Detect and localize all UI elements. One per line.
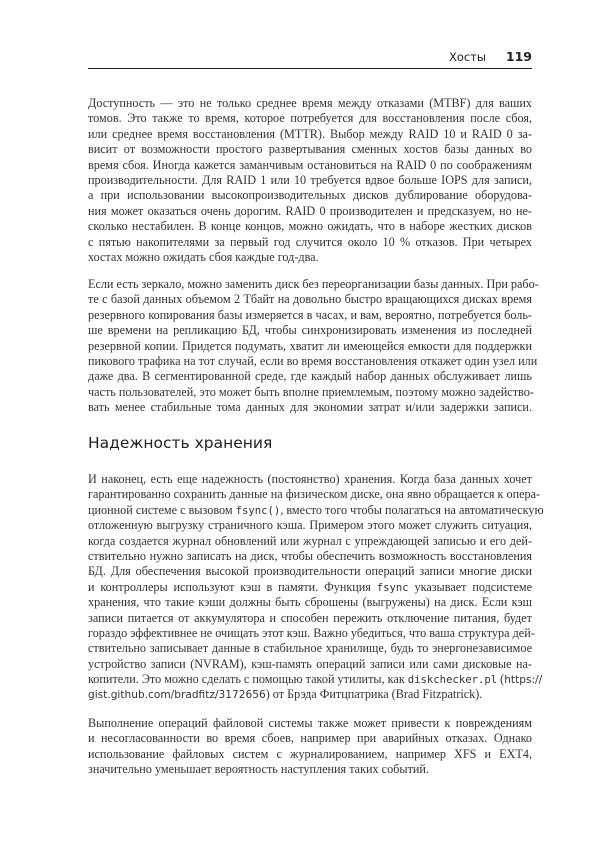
text-segment: копители. Это можно сделать с помощью такой утилиты, как — [88, 672, 408, 687]
text-line — [88, 580, 532, 595]
text-line — [88, 687, 532, 702]
text-line — [88, 672, 543, 687]
text-line: резервной копии. Придется подумать, хватит ли имеющейся емкости для поддержки — [88, 338, 532, 353]
text-line: даже два. В сегментированной среде, где каждый набор данных обслуживает лишь — [88, 369, 532, 384]
text-line: И наконец, есть еще надежность (постоянство) хранения. Когда база данных хочет — [88, 472, 532, 486]
text-line: те с базой данных объемом 2 Тбайт на довольно быстро вращающихся дисках время — [88, 292, 532, 307]
text-line: Выполнение операций файловой системы также может привести к повреждениям — [88, 716, 532, 730]
text-line: ствительно нужно записать на диск, чтобы обеспечить возможность восстановления — [88, 548, 532, 563]
text-line: томов. Это также то время, которое потребуется для восстановления после сбоя, — [88, 111, 532, 126]
text-segment: ционной системе с вызовом — [88, 502, 236, 517]
section-heading: Надежность хранения — [88, 434, 273, 452]
paragraph-mirroring — [88, 277, 539, 416]
text-segment: и контроллеры используют кэш в памяти. Функция — [88, 579, 377, 594]
text-line: резервного копирования базы измеряется в часах, и вам, вероятно, потребуется боль- — [88, 307, 532, 322]
inline-code: fsync — [376, 581, 409, 594]
text-segment: хостах можно ожидать сбоя каждые год-два. — [88, 249, 319, 264]
text-line: устройство записи (NVRAM), кэш-память операций записи или сами дисковые на- — [88, 656, 532, 671]
text-line: отложенную выгрузку страничного кэша. Примером этого может служить ситуация, — [88, 518, 532, 533]
text-line: время сбоя. Иногда кажется заманчивым остановиться на RAID 0 по соображениям — [88, 157, 532, 172]
text-line: производительности. Для RAID 1 или 10 требуется вдвое больше IOPS для записи, — [88, 172, 532, 187]
inline-code: fsync() — [235, 504, 281, 517]
paragraph-availability — [88, 96, 532, 265]
text-line: вать менее стабильные тома данных для экономии затрат и/или задержки записи. — [88, 400, 532, 415]
running-header — [88, 49, 532, 65]
text-line: когда создается журнал обновлений или журнал с упреждающей записью и его дей- — [88, 533, 532, 548]
text-line: с пятью накопителями за первый год случится около 10 % отказов. При четырех — [88, 234, 532, 249]
url-text: gist.github.com/bradfitz/3172656 — [88, 689, 266, 702]
text-line — [88, 502, 544, 518]
paragraph-durability — [88, 472, 544, 703]
text-segment: указывает подсистеме — [408, 579, 532, 594]
text-line: хранения, что такие кэши должны быть сброшены (выгружены) на диск. Если кэш — [88, 595, 532, 610]
text-line: часть пользователей, это может быть вполне приемлемым, поэтому можно задейство- — [88, 384, 534, 399]
inline-code: diskchecker.pl — [407, 674, 498, 687]
text-line: Если есть зеркало, можно заменить диск без переорганизации базы данных. При рабо- — [88, 277, 539, 291]
text-line: ше времени на репликацию БД, чтобы синхронизировать изменения из последней — [88, 323, 532, 338]
text-line: БД. Для обеспечения высокой производительности операций записи многие диски — [88, 564, 532, 579]
text-line: Доступность — это не только среднее время между отказами (MTBF) для ваших — [88, 96, 532, 110]
page-number: 119 — [505, 49, 532, 64]
text-line — [88, 250, 532, 265]
url-text: https:// — [504, 674, 543, 687]
text-line: и несогласованности во время сбоев, например при аварийных отказах. Однако — [88, 731, 532, 746]
text-line: а при использовании высокопроизводительных дисков дублирование оборудова- — [88, 188, 532, 203]
header-rule — [88, 68, 532, 69]
text-line: записи питается от аккумулятора и способен пережить отключение питания, будет — [88, 610, 532, 625]
text-line: использование файловых систем с журналированием, например XFS и EXT4, — [88, 746, 532, 761]
text-line: сколько нестабилен. В конце концов, можно ожидать, что в наборе жестких дисков — [88, 219, 532, 234]
text-line: ния может оказаться очень дорогим. RAID 0 производителен и предсказуем, но не- — [88, 203, 532, 218]
text-line: или среднее время восстановления (MTTR). Выбор между RAID 10 и RAID 0 за- — [88, 126, 532, 141]
paragraph-filesystem — [88, 716, 532, 778]
running-header-section: Хосты — [448, 50, 486, 64]
text-segment: ( — [497, 672, 505, 687]
text-line: висит от возможности простого развертывания сменных хостов базы данных во — [88, 142, 532, 157]
text-line: гораздо эффективнее не очищать этот кэш. Важно убедиться, что ваша структура дей- — [88, 625, 535, 640]
text-line: гарантированно сохранить данные на физическом диске, она явно обращается к опера- — [88, 487, 541, 502]
text-line: ствительно записывает данные в стабильное хранилище, будь то энергонезависимое — [88, 641, 532, 656]
text-line: пикового трафика на тот случай, если во время восстановления откажет один узел или — [88, 353, 538, 368]
text-line — [88, 762, 532, 777]
text-segment: , вместо того чтобы полагаться на автоматическую — [280, 502, 544, 517]
text-segment: значительно уменьшает вероятность наступления таких событий. — [88, 762, 429, 777]
text-segment: ) от Брэда Фитцпатрика (Brad Fitzpatrick). — [265, 687, 483, 702]
